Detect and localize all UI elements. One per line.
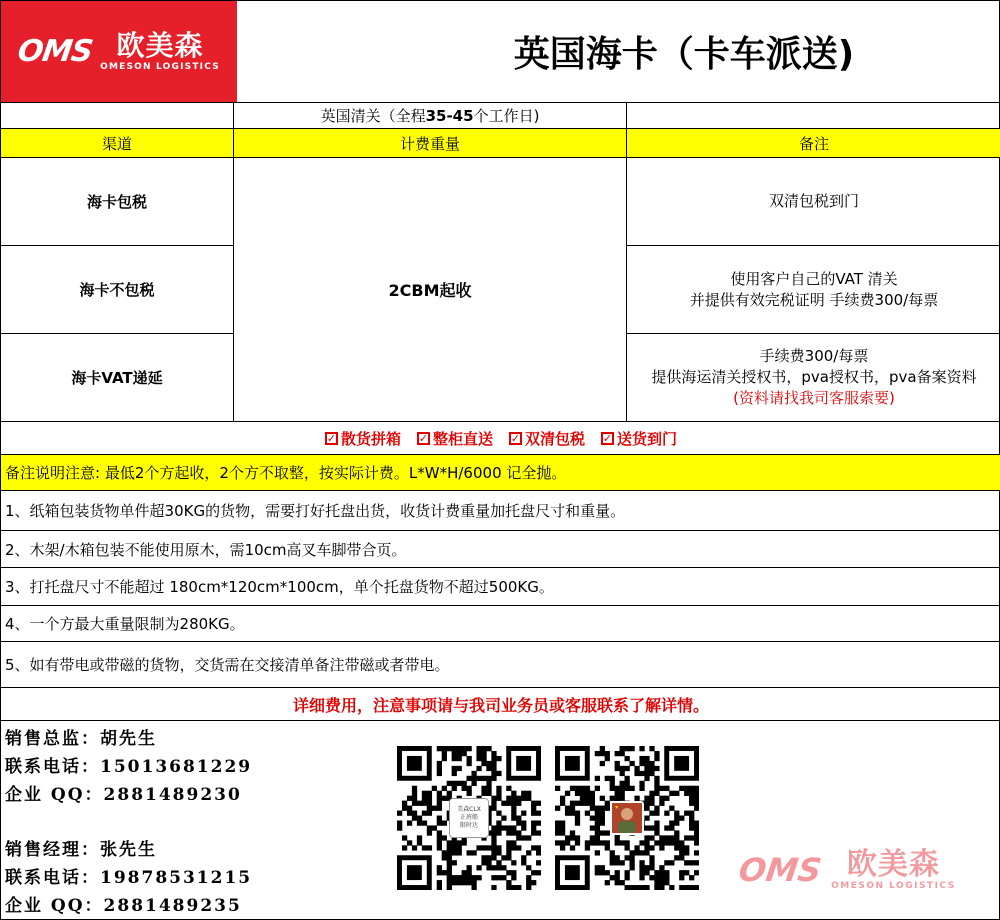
checkbox-icon: ✓ — [326, 431, 337, 445]
company-logo — [1, 1, 237, 102]
header-weight: 计费重量 — [234, 129, 627, 157]
checkbox-icon: ✓ — [418, 431, 429, 445]
contact-phone: 联系电话：15013681229 — [5, 757, 253, 777]
feature-item: ✓ 散货拼箱 — [326, 429, 401, 448]
qr-code-icon — [397, 746, 541, 890]
page-title: 英国海卡（卡车派送) — [513, 34, 855, 75]
list-item: 5、如有带电或带磁的货物，交货需在交接清单备注带磁或者带电。 — [1, 641, 1000, 687]
contact-role: 销售总监：胡先生 — [5, 729, 157, 749]
contact-phone: 联系电话：19878531215 — [5, 868, 253, 888]
feature-item: ✓ 双清包税 — [510, 429, 586, 448]
clearance-info: 英国清关（全程 35-45 个工作日) — [234, 103, 627, 128]
list-item: 4、一个方最大重量限制为280KG。 — [1, 605, 1000, 641]
channel-notes: 双清包税到门 — [768, 192, 859, 210]
avatar-icon — [610, 801, 644, 835]
detail-notice: 详细费用，注意事项请与我司业务员或客服联系了解详情。 — [1, 687, 1000, 720]
clearance-row — [1, 102, 1000, 128]
channel-name: 海卡不包税 — [1, 246, 234, 333]
list-item: 2、木架/木箱包装不能使用原木，需10cm高叉车脚带合页。 — [1, 530, 1000, 567]
logo-mark: OMS — [15, 34, 95, 69]
contact-role: 销售经理：张先生 — [5, 840, 157, 860]
watermark-logo: OMS 欧美森 OMESON LOGISTICS — [736, 847, 956, 891]
logo-chinese-name: 欧美森 — [116, 28, 204, 62]
contact-manager — [5, 836, 252, 920]
contact-service-note: (资料请找我司客服索要) — [733, 389, 895, 407]
checkbox-icon: ✓ — [510, 431, 521, 445]
feature-item: ✓ 整柜直送 — [418, 429, 493, 448]
qr-code-icon — [555, 746, 699, 890]
qr-center-label: 美森CLX 正班船 限时达 — [449, 798, 489, 838]
contact-director — [5, 725, 252, 809]
logo-english-name: OMESON LOGISTICS — [100, 61, 220, 72]
channel-notes: 手续费300/每票 提供海运清关授权书，pva授权书，pva备案资料 (资料请找我司客服索要) — [651, 347, 977, 407]
channel-notes: 使用客户自己的VAT 清关 并提供有效完税证明 手续费300/每票 — [689, 269, 939, 309]
feature-item: ✓ 送货到门 — [602, 429, 678, 448]
list-item: 3、打托盘尺寸不能超过 180cm*120cm*100cm，单个托盘货物不超过500KG。 — [1, 567, 1000, 605]
feature-row — [1, 421, 1000, 454]
header-channel: 渠道 — [1, 129, 234, 157]
checkbox-icon: ✓ — [602, 431, 613, 445]
contact-qq: 企业 QQ：2881489230 — [5, 785, 242, 805]
remark-note: 备注说明注意: 最低2个方起收，2个方不取整，按实际计费。L*W*H/6000 记全抛。 — [1, 454, 1000, 490]
channel-name: 海卡包税 — [1, 158, 234, 245]
billing-weight: 2CBM起收 — [234, 157, 627, 421]
channel-name: 海卡VAT递延 — [1, 334, 234, 421]
table-header — [1, 128, 1000, 157]
contact-qq: 企业 QQ：2881489235 — [5, 896, 242, 916]
header-notes: 备注 — [798, 134, 829, 153]
list-item: 1、纸箱包装货物单件超30KG的货物，需要打好托盘出货，收货计费重量加托盘尺寸和重量。 — [1, 490, 1000, 530]
